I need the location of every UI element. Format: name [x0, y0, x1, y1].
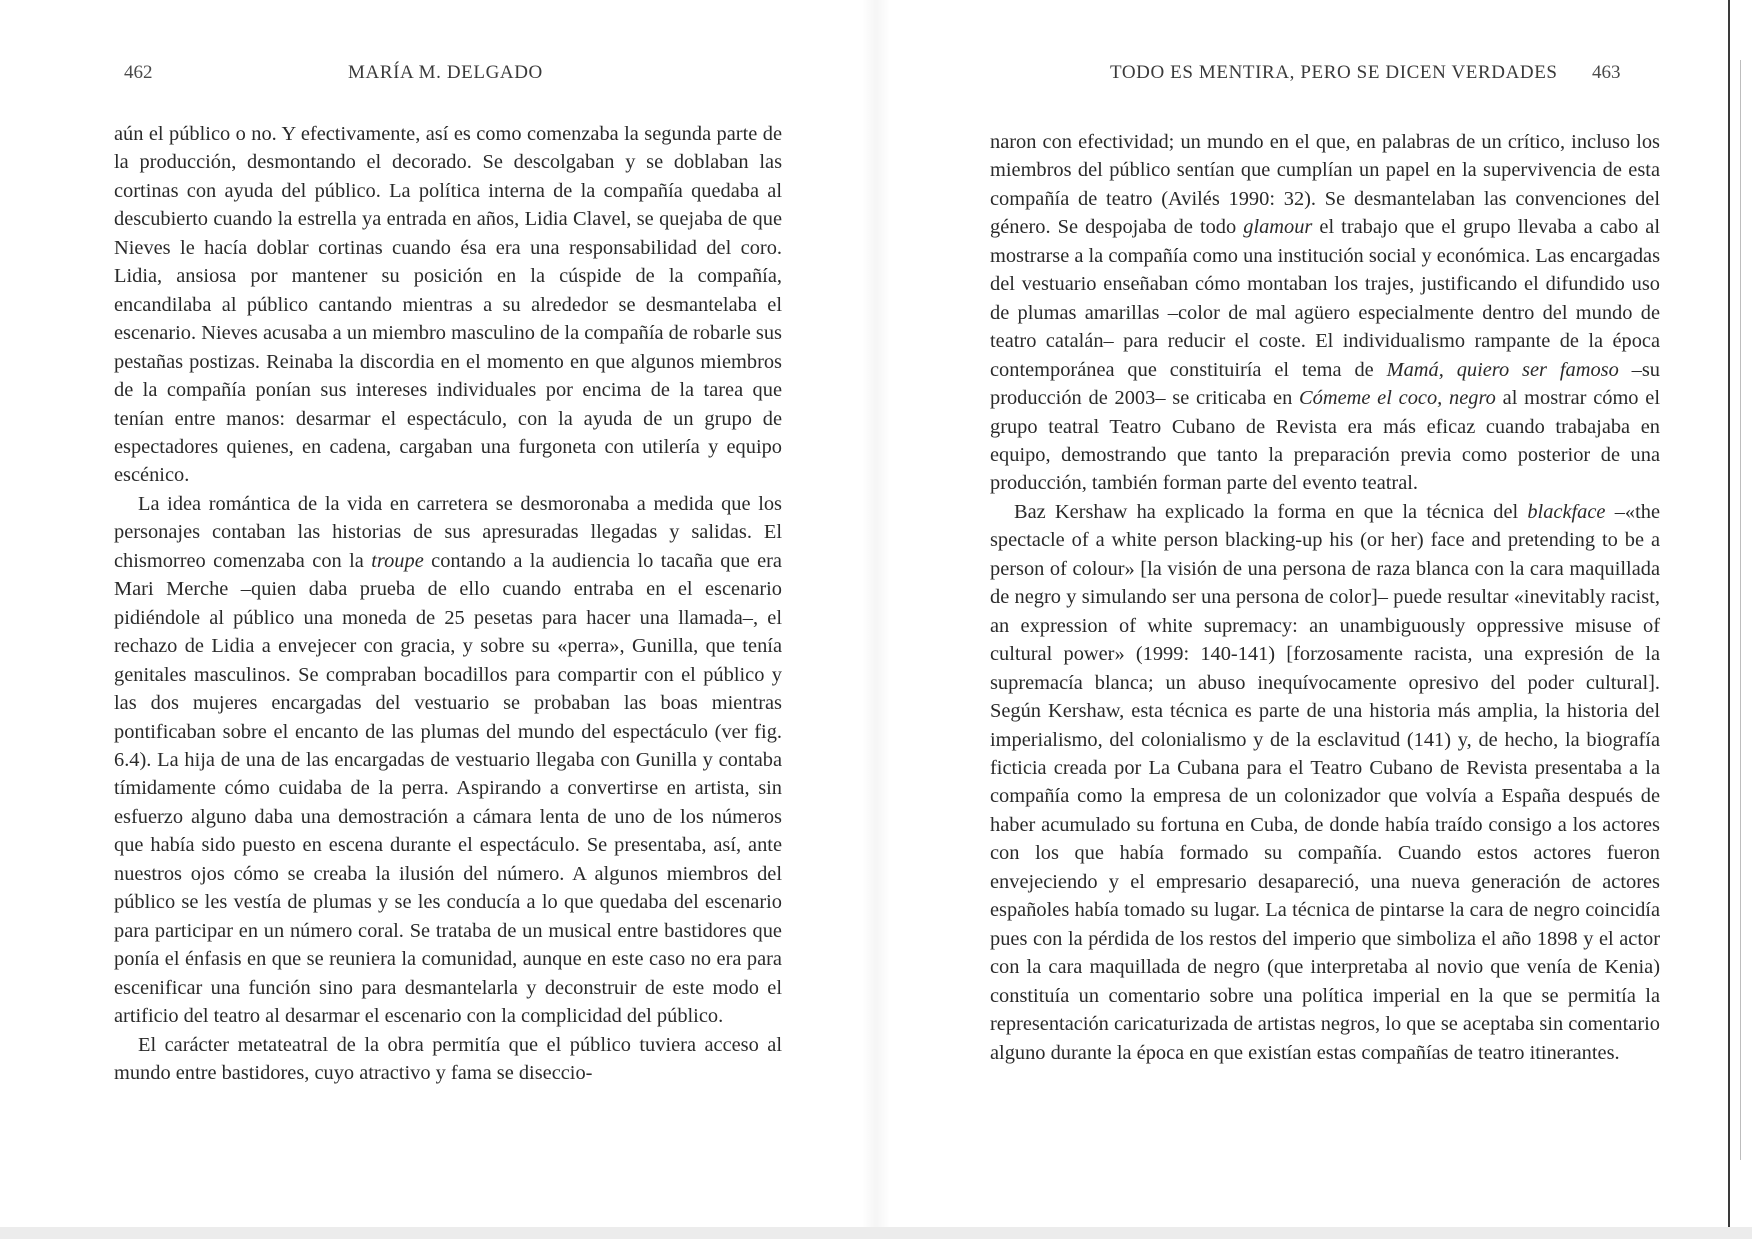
- page-number: 462: [124, 62, 153, 83]
- text-run: naron con efectividad; un mundo en el que, en palabras de un crítico, incluso los miembros del público sentían que cumplían un papel en la supervivencia de esta compañía de teatro (Avilés 1990: 32). Se desmantelaban las convenciones del género. Se despojaba de todo: [990, 131, 1660, 239]
- italic-text: Cómeme el coco, negro: [1299, 387, 1496, 410]
- italic-text: blackface: [1527, 500, 1606, 523]
- running-head: MARÍA M. DELGADO: [348, 62, 543, 83]
- text-run: el trabajo que el grupo llevaba a cabo al mostrarse a la compañía como una institución social y económica. Las encargadas del vestuario enseñaban cómo montaban los trajes, justificando el difundido uso de plumas amarillas –color de mal agüero especialmente dentro del mundo de teatro catalán– para reducir el coste. El individualismo rampante de la época contemporánea que constituiría el tema de: [990, 216, 1661, 381]
- paragraph: [114, 1031, 782, 1088]
- text-run: al mostrar cómo el grupo teatral Teatro Cubano de Revista era más eficaz cuando trabajaba en equipo, demostrando que tanto la preparación previa como posterior de una producción, también forman parte del evento teatral.: [990, 387, 1660, 495]
- paragraph: [114, 120, 782, 490]
- body-text: [114, 120, 782, 1087]
- right-page: [876, 0, 1752, 1239]
- paragraph: [114, 490, 782, 1031]
- body-text: [990, 128, 1660, 1067]
- text-run: aún el público o no. Y efectivamente, así es como comenzaba la segunda parte de la producción, desmontando el decorado. Se descolgaban y se doblaban las cortinas con ayuda del público. La política interna de la compañía quedaba al descubierto cuando la estrella ya entrada en años, Lidia Clavel, se quejaba de que Nieves le hacía doblar cortinas cuando ésa era una responsabilidad del coro. Lidia, ansiosa por mantener su posición en la cúspide de la compañía, encandilaba al público cantando mientras a su alrededor se desmantelaba el escenario. Nieves acusaba a un miembro masculino de la compañía de robarle sus pestañas postizas. Reinaba la discordia en el momento en que algunos miembros de la compañía ponían sus intereses individuales por encima de la tarea que tenían entre manos: desarmar el espectáculo, con la ayuda de un grupo de espectadores quienes, en cadena, cargaban una furgoneta con utilería y equipo escénico.: [114, 123, 782, 487]
- text-run: contando a la audiencia lo tacaña que era Mari Merche –quien daba prueba de ello cuando entraba en el escenario pidiéndole al público una moneda de 25 pesetas para hacer una llamada–, el rechazo de Lidia a envejecer con gracia, y sobre su «perra», Gunilla, que tenía genitales masculinos. Se compraban bocadillos para compartir con el público y las dos mujeres encargadas del vestuario se probaban las boas mientras pontificaban sobre el encanto de las plumas del mundo del espectáculo (ver fig. 6.4). La hija de una de las encargadas de vestuario llegaba con Gunilla y contaba tímidamente cómo cuidaba de la perra. Aspirando a convertirse en artista, sin esfuerzo alguno daba una demostración a cámara lenta de uno de los números que había sido puesto en escena durante el espectáculo. Se presentaba, así, ante nuestros ojos cómo se creaba la ilusión del número. A algunos miembros del público se les vestía de plumas y se les conducía a lo que quedaba del escenario para participar en un número coral. Se trataba de un musical entre bastidores que ponía el énfasis en que se reuniera la comunidad, aunque en este caso no era para escenificar una función sino para desmantelarla y deconstruir de este modo el artificio del teatro al desarmar el escenario con la complicidad del público.: [114, 549, 782, 1028]
- paragraph: [990, 128, 1660, 498]
- page-number: 463: [1592, 62, 1621, 83]
- running-head: TODO ES MENTIRA, PERO SE DICEN VERDADES: [1110, 62, 1558, 83]
- italic-text: glamour: [1243, 216, 1313, 239]
- text-run: La idea romántica de la vida en carretera se desmoronaba a medida que los personajes contaban las historias de sus apresuradas llegadas y salidas. El chismorreo comenzaba con la: [114, 492, 782, 572]
- text-run: Baz Kershaw ha explicado la forma en que la técnica del: [1014, 500, 1528, 523]
- text-run: –«the spectacle of a white person blacking-up his (or her) face and pretending to be a person of colour» [la visión de una persona de raza blanca con la cara maquillada de negro y simulando ser una persona de color]– puede resultar «inevitably racist, an expression of white supremacy: an unambiguously oppressive misuse of cultural power» (1999: 140-141) [forzosamente racista, una expresión de la supremacía blanca; un abuso inequívocamente opresivo del poder cultural]. Según Kershaw, esta técnica es parte de una historia más amplia, la historia del imperialismo, del colonialismo y de la esclavitud (141) y, de hecho, la biografía ficticia creada por La Cubana para el Teatro Cubano de Revista presentaba a la compañía como la empresa de un colonizador que volvía a España después de haber acumulado su fortuna en Cuba, de donde había traído consigo a los actores con los que había formado su compañía. Cuando estos actores fueron envejeciendo y el empresario desapareció, una nueva generación de actores españoles había tomado su lugar. La técnica de pintarse la cara de negro coincidía pues con la pérdida de los restos del imperio que simboliza el año 1898 y el actor con la cara maquillada de negro (que interpretaba al novio que venía de Kenia) constituía un comentario sobre una política imperial en la que se permitía la representación caricaturizada de artistas negros, lo que se aceptaba sin comentario alguno durante la época en que existían estas compañías de teatro itinerantes.: [990, 500, 1660, 1064]
- italic-text: Mamá, quiero ser famoso: [1386, 358, 1619, 381]
- text-run: –su producción de 2003– se criticaba en: [990, 358, 1660, 410]
- paragraph: [990, 498, 1660, 1067]
- italic-text: troupe: [371, 549, 424, 572]
- text-run: El carácter metateatral de la obra permitía que el público tuviera acceso al mundo entre bastidores, cuyo atractivo y fama se diseccio-: [114, 1033, 782, 1084]
